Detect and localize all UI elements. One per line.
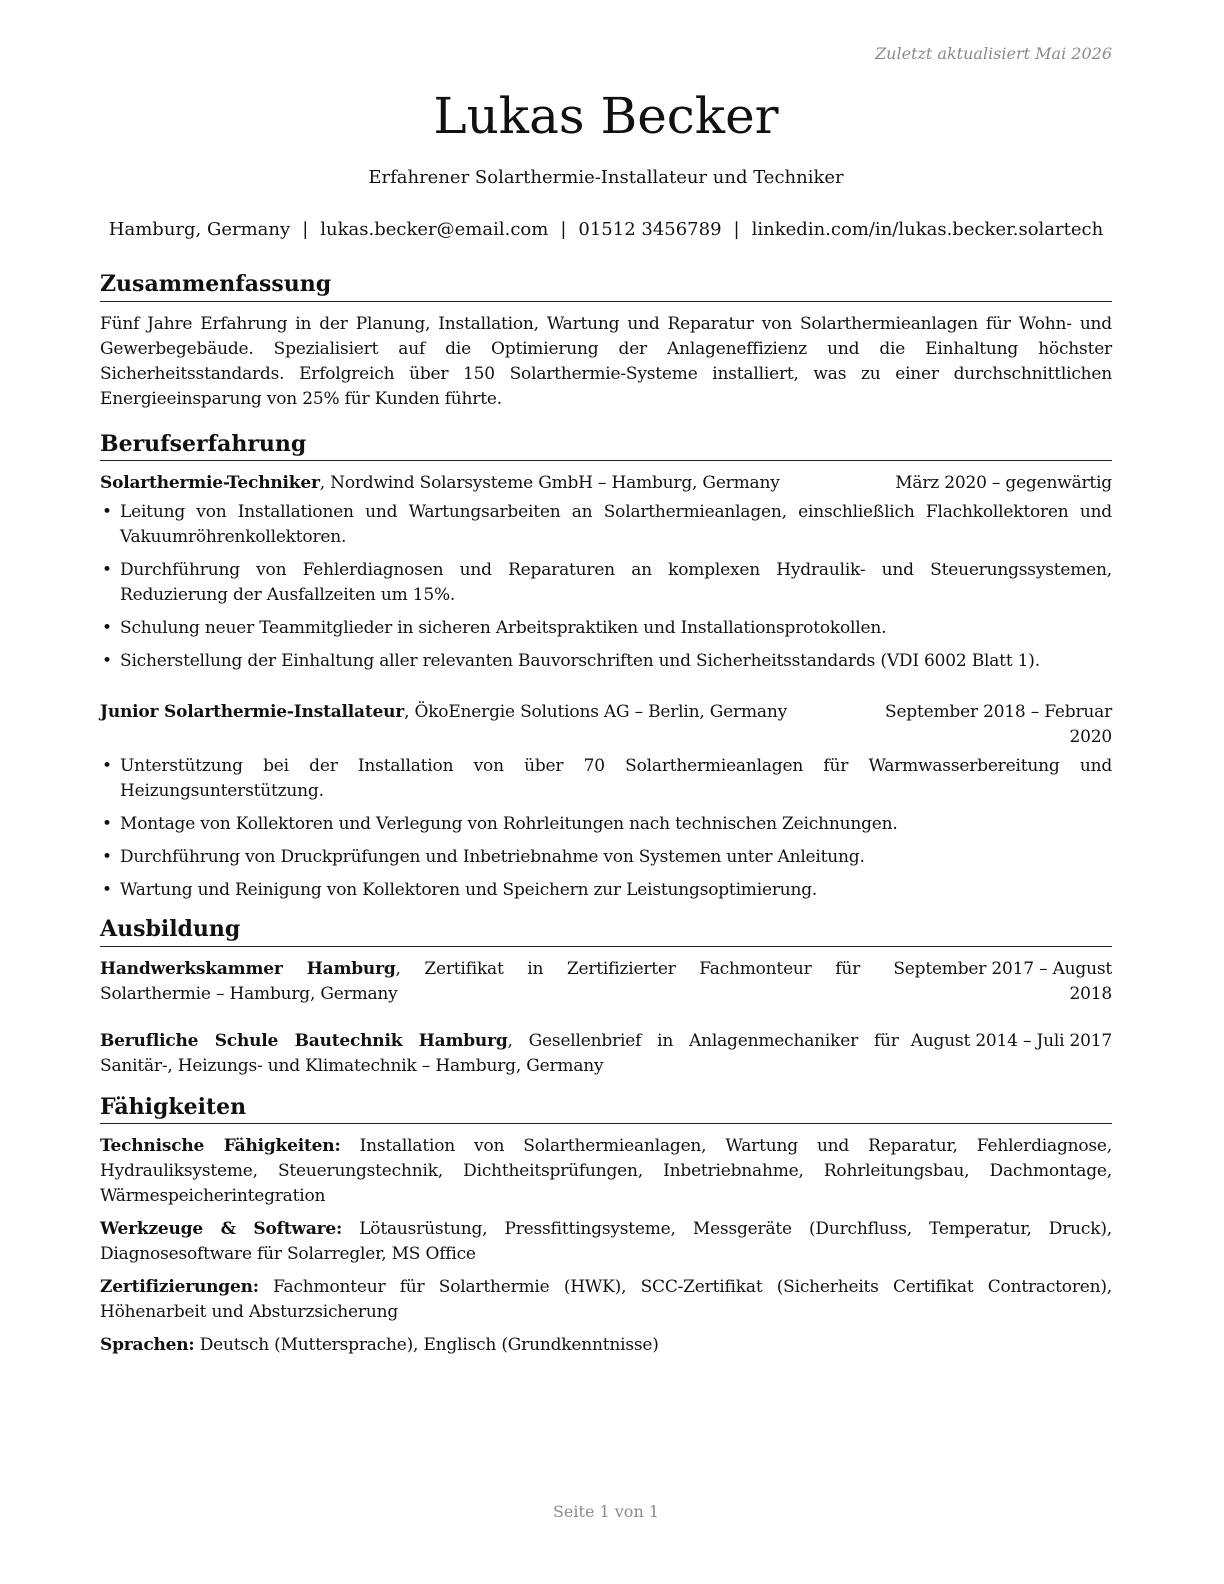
skill-group bbox=[100, 1134, 1112, 1209]
page-number: Seite 1 von 1 bbox=[552, 1502, 660, 1521]
job-role: Junior Solarthermie-Installateur bbox=[100, 702, 405, 723]
separator: | bbox=[733, 219, 740, 240]
job-detail: , ÖkoEnergie Solutions AG – Berlin, Germany bbox=[404, 702, 787, 723]
skill-text: Fachmonteur für Solarthermie (HWK), SCC-Zertifikat (Sicherheits Certifikat Contractoren), Höhenarbeit und Absturzsicherung bbox=[100, 1277, 1112, 1323]
job-bullets bbox=[100, 754, 1112, 903]
separator: | bbox=[560, 219, 567, 240]
section-title: Zusammenfassung bbox=[100, 270, 1112, 302]
summary-text: Fünf Jahre Erfahrung in der Planung, Installation, Wartung und Reparatur von Solarthermieanlagen für Wohn- und Gewerbegebäude. Spezialisiert auf die Optimierung der Anlageneffizienz und die Einhaltung höchster Sicherheitsstandards. Erfolgreich über 150 Solarthermie-Systeme installiert, was zu einer durchschnittlichen Energieeinsparung von 25% für Kunden führte. bbox=[100, 313, 1112, 409]
job-dates: März 2020 – gegenwärtig bbox=[895, 473, 1112, 494]
section-title: Berufserfahrung bbox=[100, 430, 1112, 462]
bullet-icon: • bbox=[102, 814, 112, 835]
list-item bbox=[100, 616, 1112, 641]
education-dates: August 2014 – Juli 2017 bbox=[910, 1030, 1112, 1051]
section-summary bbox=[100, 270, 1112, 412]
section-title: Ausbildung bbox=[100, 915, 1112, 947]
job-title-line bbox=[100, 471, 895, 496]
contact-line bbox=[90, 219, 1122, 240]
section-title: Fähigkeiten bbox=[100, 1093, 1112, 1125]
education-title-line bbox=[100, 957, 872, 1007]
job-bullets bbox=[100, 500, 1112, 674]
list-item bbox=[100, 754, 1112, 804]
bullet-text: Schulung neuer Teammitglieder in sicheren Arbeitspraktiken und Installationsprotokollen. bbox=[120, 618, 887, 639]
skill-label: Werkzeuge & Software: bbox=[100, 1219, 343, 1240]
bullet-text: Leitung von Installationen und Wartungsarbeiten an Solarthermieanlagen, einschließlich Flachkollektoren und Vakuumröhrenkollektoren. bbox=[120, 502, 1112, 548]
education-entry bbox=[100, 957, 1112, 1007]
list-item bbox=[100, 845, 1112, 870]
education-dates: September 2017 – August 2018 bbox=[893, 958, 1112, 1004]
education-school: Berufliche Schule Bautechnik Hamburg bbox=[100, 1030, 508, 1051]
bullet-icon: • bbox=[102, 847, 112, 868]
skill-group bbox=[100, 1275, 1112, 1325]
education-title-line bbox=[100, 1029, 911, 1079]
list-item bbox=[100, 500, 1112, 550]
bullet-text: Durchführung von Fehlerdiagnosen und Reparaturen an komplexen Hydraulik- und Steuerungssystemen, Reduzierung der Ausfallzeiten um 15%. bbox=[120, 560, 1112, 606]
skill-label: Sprachen: bbox=[100, 1335, 195, 1356]
education-school: Handwerkskammer Hamburg bbox=[100, 958, 396, 979]
bullet-icon: • bbox=[102, 880, 112, 901]
contact-email[interactable]: lukas.becker@email.com bbox=[320, 219, 549, 240]
bullet-icon: • bbox=[102, 618, 112, 639]
headline: Erfahrener Solarthermie-Installateur und Techniker bbox=[368, 167, 844, 188]
last-updated: Zuletzt aktualisiert Mai 2026 bbox=[875, 44, 1112, 63]
skill-text: Installation von Solarthermieanlagen, Wartung und Reparatur, Fehlerdiagnose, Hydrauliksysteme, Steuerungstechnik, Dichtheitsprüfungen, Inbetriebnahme, Rohrleitungsbau, Dachmontage, Wärmespeicherintegration bbox=[100, 1136, 1112, 1207]
education-detail: , Gesellenbrief in Anlagenmechaniker für Sanitär-, Heizungs- und Klimatechnik – Hamburg, Germany bbox=[100, 1030, 899, 1076]
job-entry bbox=[100, 471, 1112, 674]
contact-location: Hamburg, Germany bbox=[108, 219, 291, 240]
job-title-line bbox=[100, 700, 877, 750]
job-entry bbox=[100, 700, 1112, 903]
job-header bbox=[100, 700, 1112, 750]
candidate-name: Lukas Becker bbox=[433, 87, 779, 145]
skill-text: Lötausrüstung, Pressfittingsysteme, Messgeräte (Durchfluss, Temperatur, Druck), Diagnosesoftware für Solarregler, MS Office bbox=[100, 1219, 1112, 1265]
skill-label: Technische Fähigkeiten: bbox=[100, 1136, 341, 1157]
contact-linkedin[interactable]: linkedin.com/in/lukas.becker.solartech bbox=[751, 219, 1104, 240]
skill-text: Deutsch (Muttersprache), Englisch (Grundkenntnisse) bbox=[194, 1335, 659, 1356]
resume-body bbox=[100, 270, 1112, 1368]
contact-phone: 01512 3456789 bbox=[578, 219, 722, 240]
skill-label: Zertifizierungen: bbox=[100, 1277, 259, 1298]
separator: | bbox=[302, 219, 309, 240]
job-header bbox=[100, 471, 1112, 496]
bullet-text: Sicherstellung der Einhaltung aller relevanten Bauvorschriften und Sicherheitsstandards (VDI 6002 Blatt 1). bbox=[120, 651, 1040, 672]
list-item bbox=[100, 558, 1112, 608]
list-item bbox=[100, 812, 1112, 837]
job-role: Solarthermie-Techniker bbox=[100, 473, 320, 494]
bullet-text: Unterstützung bei der Installation von über 70 Solarthermieanlagen für Warmwasserbereitung und Heizungsunterstützung. bbox=[120, 756, 1112, 802]
section-experience bbox=[100, 430, 1112, 904]
education-entry bbox=[100, 1029, 1112, 1079]
list-item bbox=[100, 878, 1112, 903]
education-detail: , Zertifikat in Zertifizierter Fachmonteur für Solarthermie – Hamburg, Germany bbox=[100, 958, 860, 1004]
bullet-icon: • bbox=[102, 756, 112, 777]
bullet-text: Montage von Kollektoren und Verlegung von Rohrleitungen nach technischen Zeichnungen. bbox=[120, 814, 898, 835]
skill-group bbox=[100, 1333, 1112, 1358]
bullet-text: Durchführung von Druckprüfungen und Inbetriebnahme von Systemen unter Anleitung. bbox=[120, 847, 865, 868]
resume-page bbox=[100, 0, 1112, 1584]
list-item bbox=[100, 649, 1112, 674]
section-education bbox=[100, 915, 1112, 1079]
job-detail: , Nordwind Solarsysteme GmbH – Hamburg, Germany bbox=[319, 473, 780, 494]
job-dates: September 2018 – Februar 2020 bbox=[885, 702, 1112, 748]
bullet-icon: • bbox=[102, 651, 112, 672]
section-skills bbox=[100, 1093, 1112, 1359]
education-header bbox=[100, 1029, 1112, 1079]
bullet-icon: • bbox=[102, 502, 112, 523]
bullet-icon: • bbox=[102, 560, 112, 581]
bullet-text: Wartung und Reinigung von Kollektoren und Speichern zur Leistungsoptimierung. bbox=[120, 880, 818, 901]
skill-group bbox=[100, 1217, 1112, 1267]
education-header bbox=[100, 957, 1112, 1007]
